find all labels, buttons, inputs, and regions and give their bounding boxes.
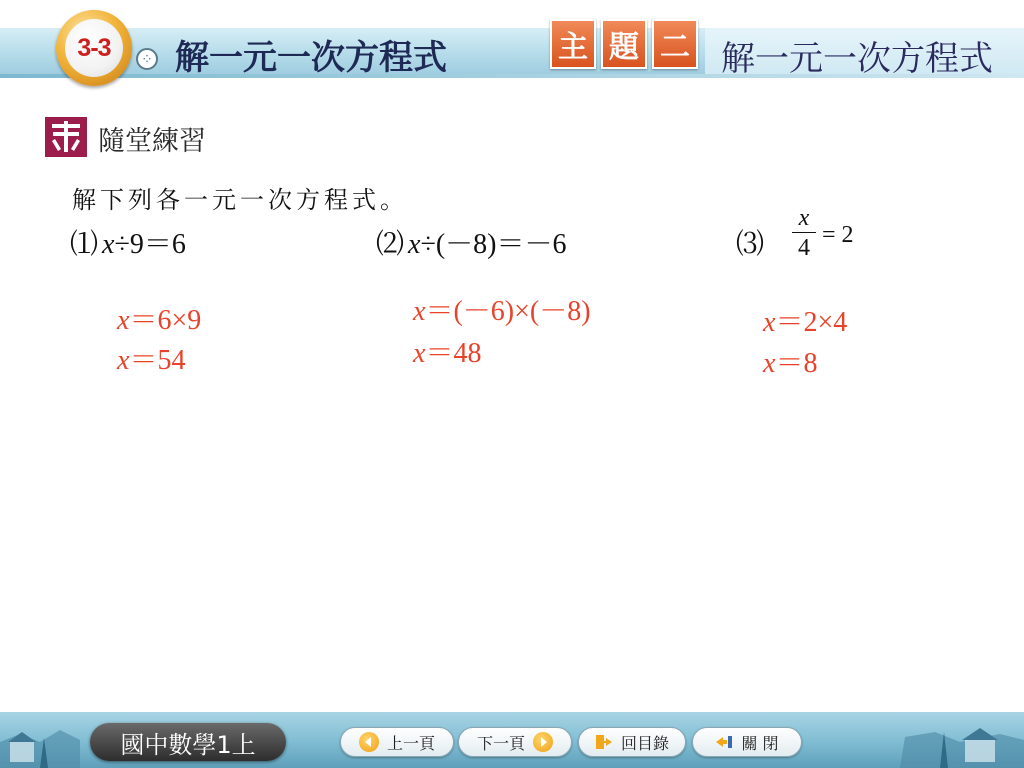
answer-variable: x (413, 296, 426, 327)
section-label: 隨堂練習 (98, 126, 206, 157)
next-page-label: 下一頁 (476, 733, 525, 753)
topic-box-1: 主 (550, 19, 596, 69)
prev-page-button[interactable] (340, 727, 454, 757)
dice-icon: ⁘ (136, 48, 158, 70)
lesson-badge-inner (65, 19, 123, 77)
answer-expression: ＝2×4 (775, 307, 848, 338)
fraction-denominator: 4 (798, 235, 810, 261)
lesson-title: 解一元一次方程式 (175, 38, 447, 78)
table-of-contents-button[interactable] (578, 727, 686, 757)
answer-3-line-2 (763, 341, 817, 381)
answer-expression: ＝48 (425, 338, 482, 369)
answer-2-line-2 (413, 331, 481, 371)
answer-1-line-2 (117, 338, 185, 378)
arrow-right-icon (533, 732, 553, 752)
answer-variable: x (413, 338, 426, 369)
problem-number: ⑴ (70, 229, 99, 260)
answer-3-line-1 (763, 300, 847, 340)
topic-box-2: 題 (601, 19, 647, 69)
exit-icon (715, 733, 733, 751)
problem-variable: x (408, 229, 421, 260)
lesson-badge (56, 10, 132, 86)
prev-page-label: 上一頁 (386, 733, 435, 753)
problem-1 (70, 222, 186, 262)
topic-box-3: 二 (652, 19, 698, 69)
subject-label: 國中數學1上 (90, 723, 286, 761)
table-of-contents-label: 回目錄 (620, 733, 669, 753)
answer-expression: ＝8 (775, 348, 818, 379)
problem-3-number: ⑶ (736, 229, 765, 260)
problem-expression: ÷(－8)＝－6 (420, 229, 567, 260)
problem-number: ⑵ (376, 229, 405, 260)
answer-variable: x (117, 305, 130, 336)
problem-3-rhs: = 2 (822, 222, 854, 248)
answer-2-line-1 (413, 289, 591, 329)
problem-3-fraction (792, 206, 816, 261)
instruction: 解下列各一元一次方程式。 (72, 186, 408, 214)
close-button[interactable] (692, 727, 802, 757)
answer-variable: x (763, 348, 776, 379)
answer-variable: x (763, 307, 776, 338)
answer-1-line-1 (117, 298, 201, 338)
answer-variable: x (117, 345, 130, 376)
topic-title: 解一元一次方程式 (721, 39, 993, 79)
practice-icon (45, 117, 87, 157)
problem-2 (376, 222, 566, 262)
lesson-number: 3-3 (77, 33, 111, 62)
answer-expression: ＝6×9 (129, 305, 202, 336)
fraction-numerator: x (798, 205, 810, 231)
fraction-bar (792, 232, 816, 233)
answer-expression: ＝54 (129, 345, 186, 376)
problem-expression: ÷9＝6 (114, 229, 186, 260)
practice-glyph-icon (49, 121, 83, 153)
arrow-left-icon (359, 732, 379, 752)
problem-variable: x (102, 229, 115, 260)
answer-expression: ＝(－6)×(－8) (425, 296, 591, 327)
close-label: 關 閉 (741, 733, 779, 753)
back-to-contents-icon (595, 733, 613, 751)
next-page-button[interactable] (458, 727, 572, 757)
